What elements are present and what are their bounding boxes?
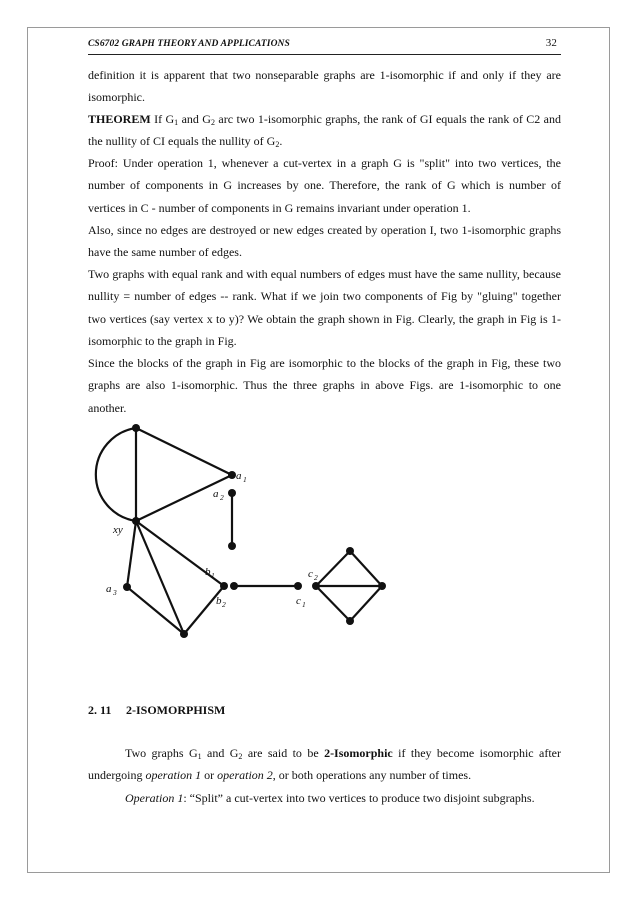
vertex-b2 — [230, 582, 238, 590]
label-b1-sub: 1 — [211, 571, 215, 580]
label-a1: a — [236, 470, 242, 482]
operation-1-label: Operation 1 — [125, 791, 184, 805]
def-text-3: are said to be — [242, 746, 325, 760]
vertex-a2-bottom — [228, 542, 236, 550]
vertex-k4-right — [378, 582, 386, 590]
edge-top-a1 — [136, 428, 232, 475]
operation-1-text: : “Split” a cut-vertex into two vertices to produce two disjoint subgraphs. — [183, 791, 535, 805]
section-title: 2-ISOMORPHISM — [126, 703, 226, 717]
paragraph-also: Also, since no edges are destroyed or new edges created by operation I, two 1-isomorphic graphs have the same number of edges. — [88, 223, 561, 260]
theorem-text-3: arc two 1-isomorphic graphs, the rank of GI equals the rank of C2 and the nullity of CI equals the nullity of G — [88, 112, 561, 149]
vertex-xy — [132, 517, 140, 525]
vertex-bottom — [180, 630, 188, 638]
vertex-b1 — [220, 582, 228, 590]
theorem-label: THEOREM — [88, 112, 151, 126]
label-b1: b — [205, 566, 211, 578]
page-number: 32 — [545, 37, 557, 49]
def-text-1: Two graphs G — [125, 746, 198, 760]
def-operation-2: operation 2 — [217, 768, 273, 783]
paragraph-operation-1 — [88, 787, 561, 809]
vertex-a1 — [228, 471, 236, 479]
def-text-6: , or both operations any number of times. — [272, 768, 472, 783]
paragraph-nullity: Two graphs with equal rank and with equal numbers of edges must have the same nullity, because nullity = number of edges -- rank. What if we join two components of Fig by "gluing" together two vertices (say vertex x to y)? We obtain the graph shown in Fig. Clearly, the graph in Fig is 1-isomorphic to the graph in Fig. — [88, 267, 561, 348]
label-b2: b — [216, 595, 222, 607]
label-c2-sub: 2 — [314, 573, 318, 582]
edge-right-bottom — [350, 586, 382, 621]
header-title: CS6702 GRAPH THEORY AND APPLICATIONS — [88, 39, 290, 49]
def-sub-1: 1 — [197, 752, 202, 761]
label-a1-sub: 1 — [243, 475, 247, 484]
theorem-sub-3: 2 — [275, 140, 280, 150]
theorem-text-2: and G — [178, 112, 211, 126]
vertex-a2 — [228, 489, 236, 497]
vertex-c1 — [294, 582, 302, 590]
edge-c2-top — [316, 551, 350, 586]
section-number: 2. 11 — [88, 703, 112, 717]
vertex-top — [132, 424, 140, 432]
label-a2-sub: 2 — [220, 493, 224, 502]
vertex-k4-top — [346, 547, 354, 555]
label-a3: a — [106, 583, 112, 595]
edge-top-right — [350, 551, 382, 586]
edge-xy-a3 — [127, 521, 136, 587]
label-a3-sub: 3 — [113, 588, 117, 597]
def-text-5: or — [201, 768, 218, 783]
def-sub-2: 2 — [238, 752, 243, 761]
edge-arc — [96, 428, 136, 521]
label-c1: c — [296, 595, 301, 607]
theorem-text-4: . — [279, 134, 283, 149]
paragraph-proof: Proof: Under operation 1, whenever a cut-vertex in a graph G is "split" into two vertices, the number of components in G increases by one. Therefore, the rank of G which is number of vertices in C - number of components in G remains invariant under operation 1. — [88, 156, 561, 215]
paragraph-blocks: Since the blocks of the graph in Fig are isomorphic to the blocks of the graph in Fig, these two graphs are also 1-isomorphic. Thus the three graphs in above Figs. are 1-isomorphic to one another. — [88, 356, 561, 415]
theorem-text-1: If G — [150, 112, 175, 126]
edge-a3-bottom — [127, 587, 184, 634]
def-operation-1: operation 1 — [145, 768, 202, 783]
label-b2-sub: 2 — [222, 600, 226, 609]
paragraph-definition: definition it is apparent that two nonseparable graphs are 1-isomorphic if and only if they are isomorphic. — [88, 68, 561, 105]
vertex-a3 — [123, 583, 131, 591]
label-xy: xy — [113, 524, 123, 536]
theorem-sub-2: 2 — [210, 118, 215, 127]
edge-bottom-c2 — [316, 586, 350, 621]
vertex-k4-bottom — [346, 617, 354, 625]
def-text-4: if they become isomorphic after undergoing — [88, 746, 562, 783]
edge-b1-bottom — [184, 586, 224, 634]
paragraph-2-isomorphic-definition — [88, 742, 561, 787]
theorem-sub-1: 1 — [174, 118, 179, 127]
def-bold-term: 2-Isomorphic — [324, 746, 393, 760]
label-c1-sub: 1 — [302, 600, 306, 609]
label-a2: a — [213, 488, 219, 500]
def-text-2: and G — [201, 746, 239, 760]
section-heading — [88, 703, 225, 718]
label-c2: c — [308, 568, 313, 580]
vertex-c2 — [312, 582, 320, 590]
